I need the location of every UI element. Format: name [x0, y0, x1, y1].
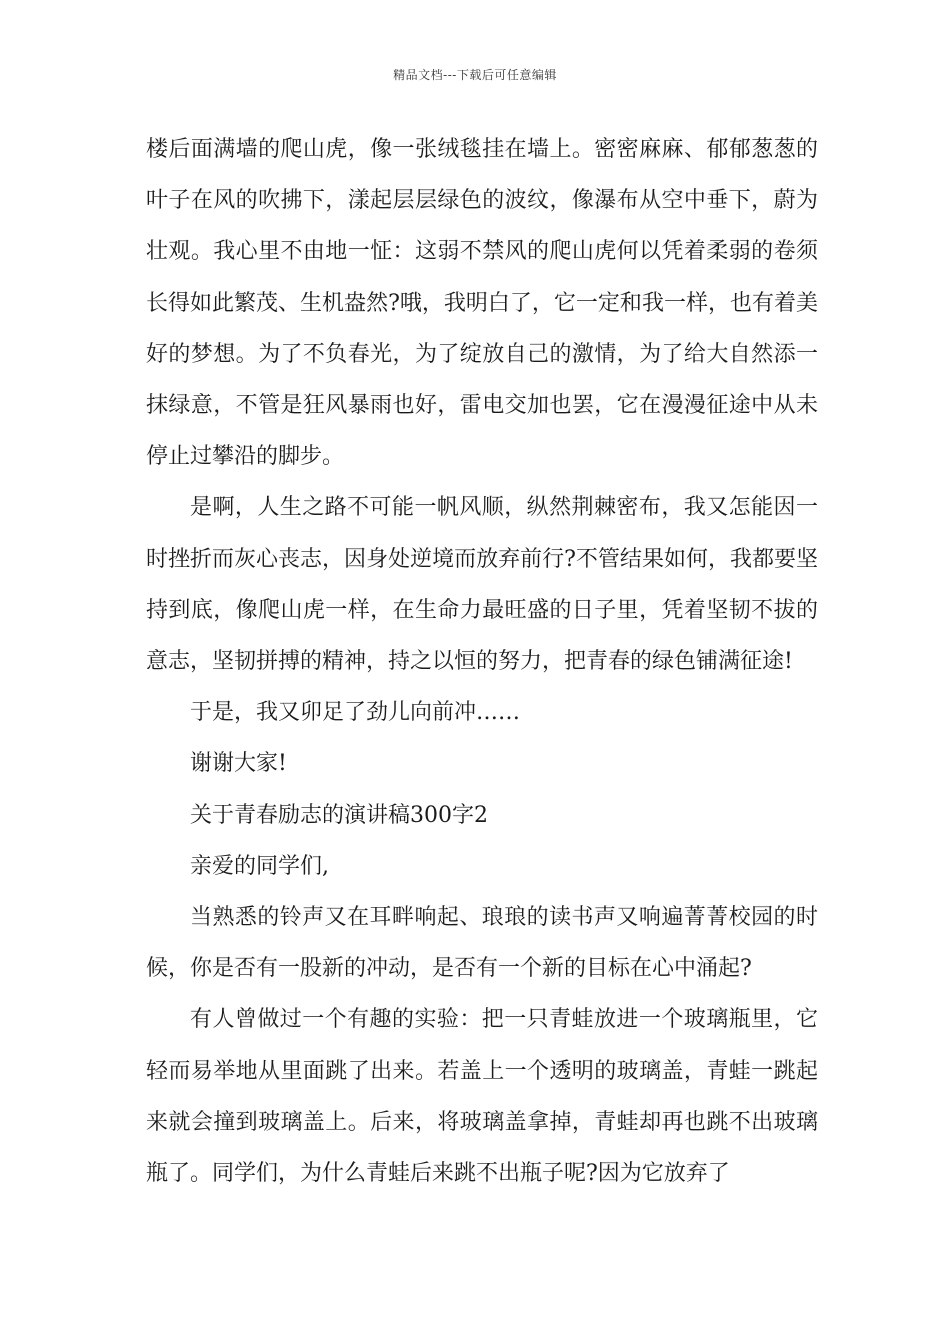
paragraph: 谢谢大家! — [190, 751, 287, 777]
salutation: 亲爱的同学们, — [190, 853, 329, 879]
paragraph: 有人曾做过一个有趣的实验：把一只青蛙放进一个玻璃瓶里，它轻而易举地从里面跳了出来。若盖上一个透明的玻璃盖，青蛙一跳起来就会撞到玻璃盖上。后来，将玻璃盖拿掉，青蛙却再也跳不出玻璃瓶了。同学们，为什么青蛙后来跳不出瓶子呢?因为它放弃了 — [146, 1007, 818, 1187]
paragraph: 楼后面满墙的爬山虎，像一张绒毯挂在墙上。密密麻麻、郁郁葱葱的叶子在风的吹拂下，漾起层层绿色的波纹，像瀑布从空中垂下，蔚为壮观。我心里不由地一怔：这弱不禁风的爬山虎何以凭着柔弱的卷须长得如此繁茂、生机盎然?哦，我明白了，它一定和我一样，也有着美好的梦想。为了不负春光，为了绽放自己的激情，为了给大自然添一抹绿意，不管是狂风暴雨也好，雷电交加也罢，它在漫漫征途中从未停止过攀沿的脚步。 — [146, 137, 818, 470]
document-body — [146, 124, 818, 1199]
page-header: 精品文档---下载后可任意编辑 — [393, 68, 557, 82]
paragraph: 是啊，人生之路不可能一帆风顺，纵然荆棘密布，我又怎能因一时挫折而灰心丧志，因身处逆境而放弃前行?不管结果如何，我都要坚持到底，像爬山虎一样，在生命力最旺盛的日子里，凭着坚韧不拔的意志，坚韧拼搏的精神，持之以恒的努力，把青春的绿色铺满征途! — [146, 495, 818, 675]
paragraph: 当熟悉的铃声又在耳畔响起、琅琅的读书声又响遍菁菁校园的时候，你是否有一股新的冲动，是否有一个新的目标在心中涌起? — [146, 905, 818, 982]
section-title: 关于青春励志的演讲稿300字2 — [190, 802, 488, 828]
paragraph: 于是，我又卯足了劲儿向前冲…… — [190, 700, 521, 726]
